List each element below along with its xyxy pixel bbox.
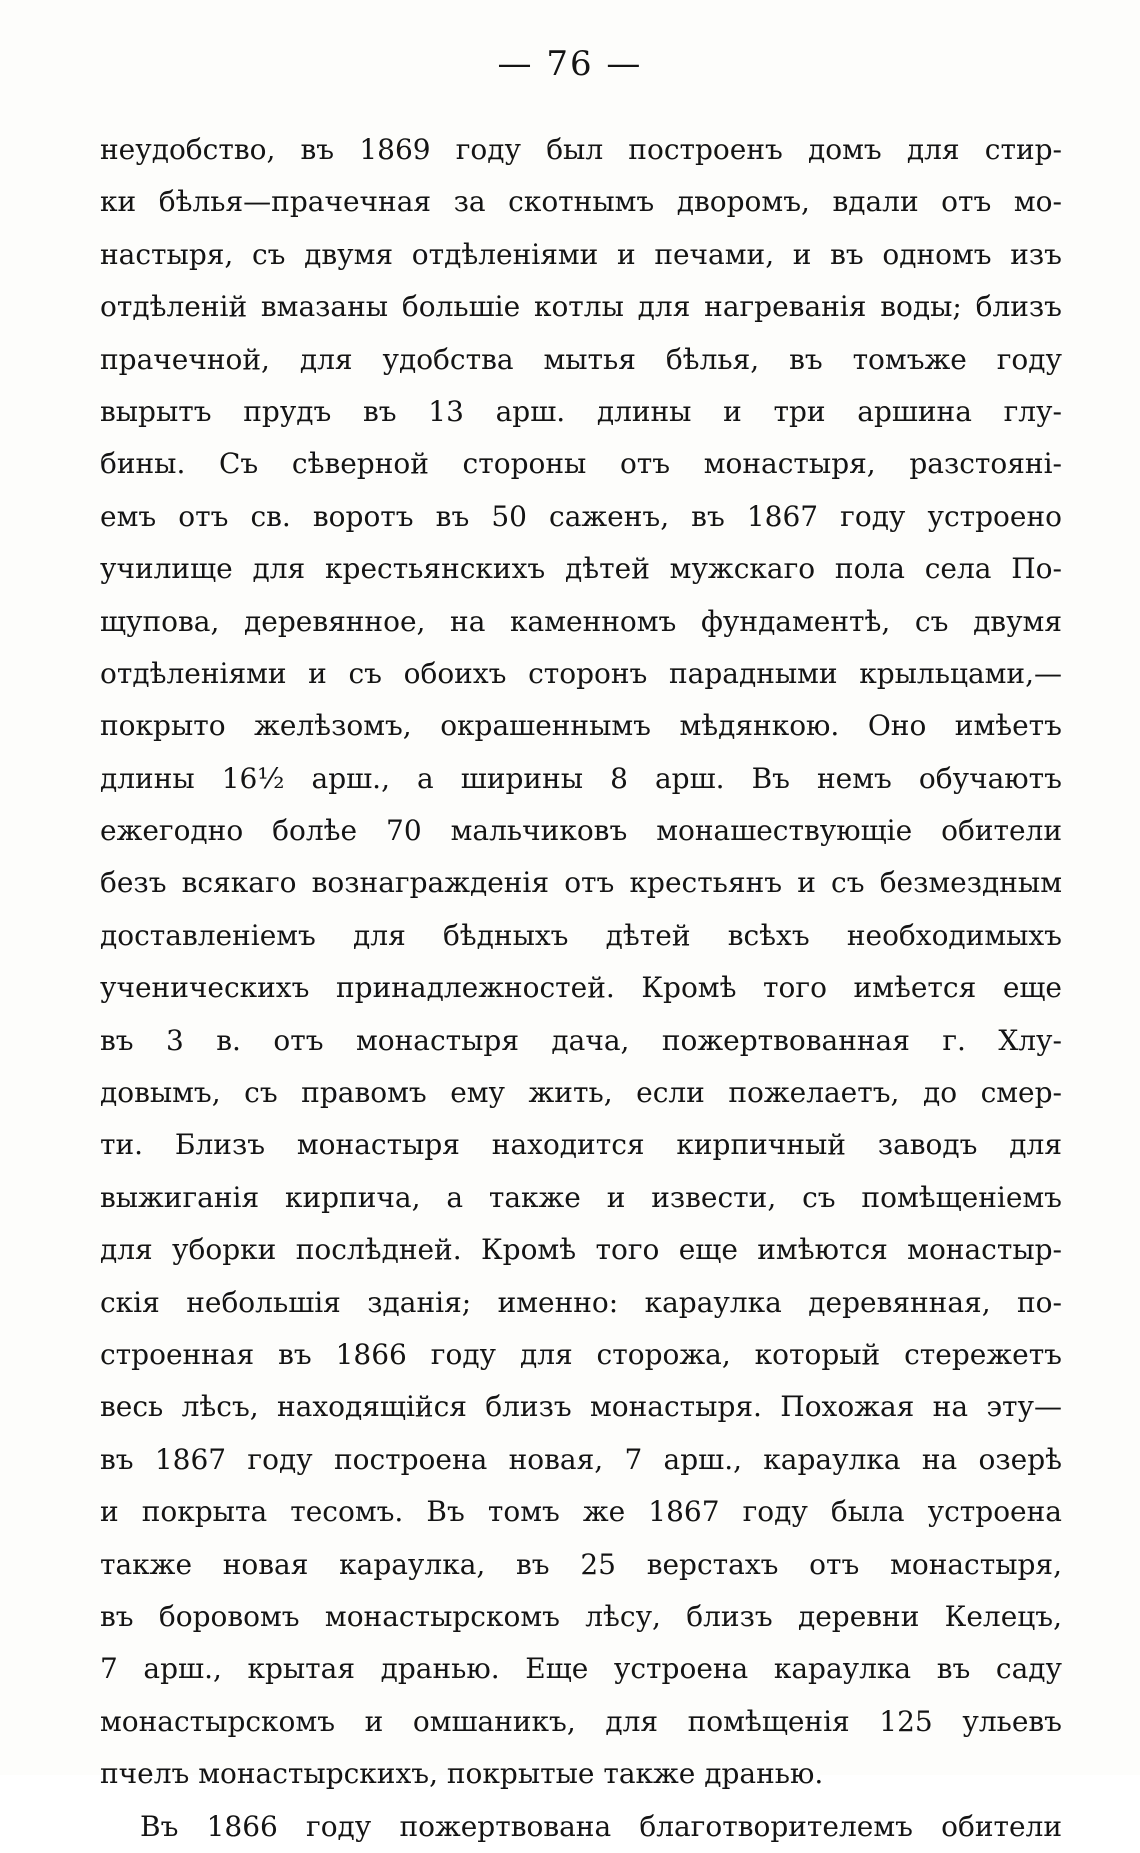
text-line: училище для крестьянскихъ дѣтей мужскаго пола села По- xyxy=(100,552,1062,586)
text-line: отдѣленіями и съ обоихъ сторонъ парадными крыльцами,— xyxy=(100,656,1062,690)
text-line: емъ отъ св. воротъ въ 50 саженъ, въ 1867 году устроено xyxy=(100,499,1062,533)
text-line: отдѣленій вмазаны большіе котлы для нагреванія воды; близъ xyxy=(100,290,1062,324)
text-line: ки бѣлья—прачечная за скотнымъ дворомъ, вдали отъ мо- xyxy=(100,185,1062,219)
text-line: скія небольшія зданія; именно: караулка деревянная, по- xyxy=(100,1285,1062,1319)
text-line: прачечной, для удобства мытья бѣлья, въ томъже году xyxy=(100,342,1062,376)
text-line: пчелъ монастырскихъ, покрытые также дранью. xyxy=(100,1757,824,1791)
text-line: въ 1867 году построена новая, 7 арш., караулка на озерѣ xyxy=(100,1442,1062,1476)
text-line: въ боровомъ монастырскомъ лѣсу, близъ деревни Келецъ, xyxy=(100,1599,1062,1633)
text-line: бины. Съ сѣверной стороны отъ монастыря, разстояні- xyxy=(100,447,1062,481)
text-line: доставленіемъ для бѣдныхъ дѣтей всѣхъ необходимыхъ xyxy=(100,918,1062,952)
text-line: 7 арш., крытая дранью. Еще устроена караулка въ саду xyxy=(100,1652,1062,1686)
text-line: покрыто желѣзомъ, окрашеннымъ мѣдянкою. Оно имѣетъ xyxy=(100,709,1062,743)
text-line: щупова, деревянное, на каменномъ фундаментѣ, съ двумя xyxy=(100,604,1062,638)
text-line: довымъ, съ правомъ ему жить, если пожелаетъ, до смер- xyxy=(100,1076,1062,1110)
text-line: длины 16½ арш., а ширины 8 арш. Въ немъ обучаютъ xyxy=(100,761,1062,795)
body-text xyxy=(100,124,1062,1853)
page-number: — 76 — xyxy=(497,44,643,84)
text-line: ученическихъ принадлежностей. Кромѣ того имѣется еще xyxy=(100,971,1062,1005)
text-line: вырытъ прудъ въ 13 арш. длины и три аршина глу- xyxy=(100,394,1062,428)
text-line: ти. Близъ монастыря находится кирпичный заводъ для xyxy=(100,1128,1062,1162)
text-line: также новая караулка, въ 25 верстахъ отъ монастыря, xyxy=(100,1547,1062,1581)
text-line: ежегодно болѣе 70 мальчиковъ монашествующіе обители xyxy=(100,814,1062,848)
text-line: строенная въ 1866 году для сторожа, который стережетъ xyxy=(100,1337,1062,1371)
text-line: монастырскомъ и омшаникъ, для помѣщенія 125 ульевъ xyxy=(100,1704,1062,1738)
text-line: и покрыта тесомъ. Въ томъ же 1867 году была устроена xyxy=(100,1495,1062,1529)
text-line: безъ всякаго вознагражденія отъ крестьянъ и съ безмездным xyxy=(100,866,1062,900)
text-line: для уборки послѣдней. Кромѣ того еще имѣются монастыр- xyxy=(100,1233,1062,1267)
text-line: неудобство, въ 1869 году был построенъ домъ для стир- xyxy=(100,133,1062,166)
text-line: весь лѣсъ, находящійся близъ монастыря. Похожая на эту— xyxy=(100,1390,1062,1424)
text-line: въ 3 в. отъ монастыря дача, пожертвованная г. Хлу- xyxy=(100,1023,1062,1057)
text-line: настыря, съ двумя отдѣленіями и печами, и въ одномъ изъ xyxy=(100,237,1062,271)
text-line: Въ 1866 году пожертвована благотворителемъ обители xyxy=(140,1809,1062,1843)
text-line: выжиганія кирпича, а также и извести, съ помѣщеніемъ xyxy=(100,1180,1062,1214)
